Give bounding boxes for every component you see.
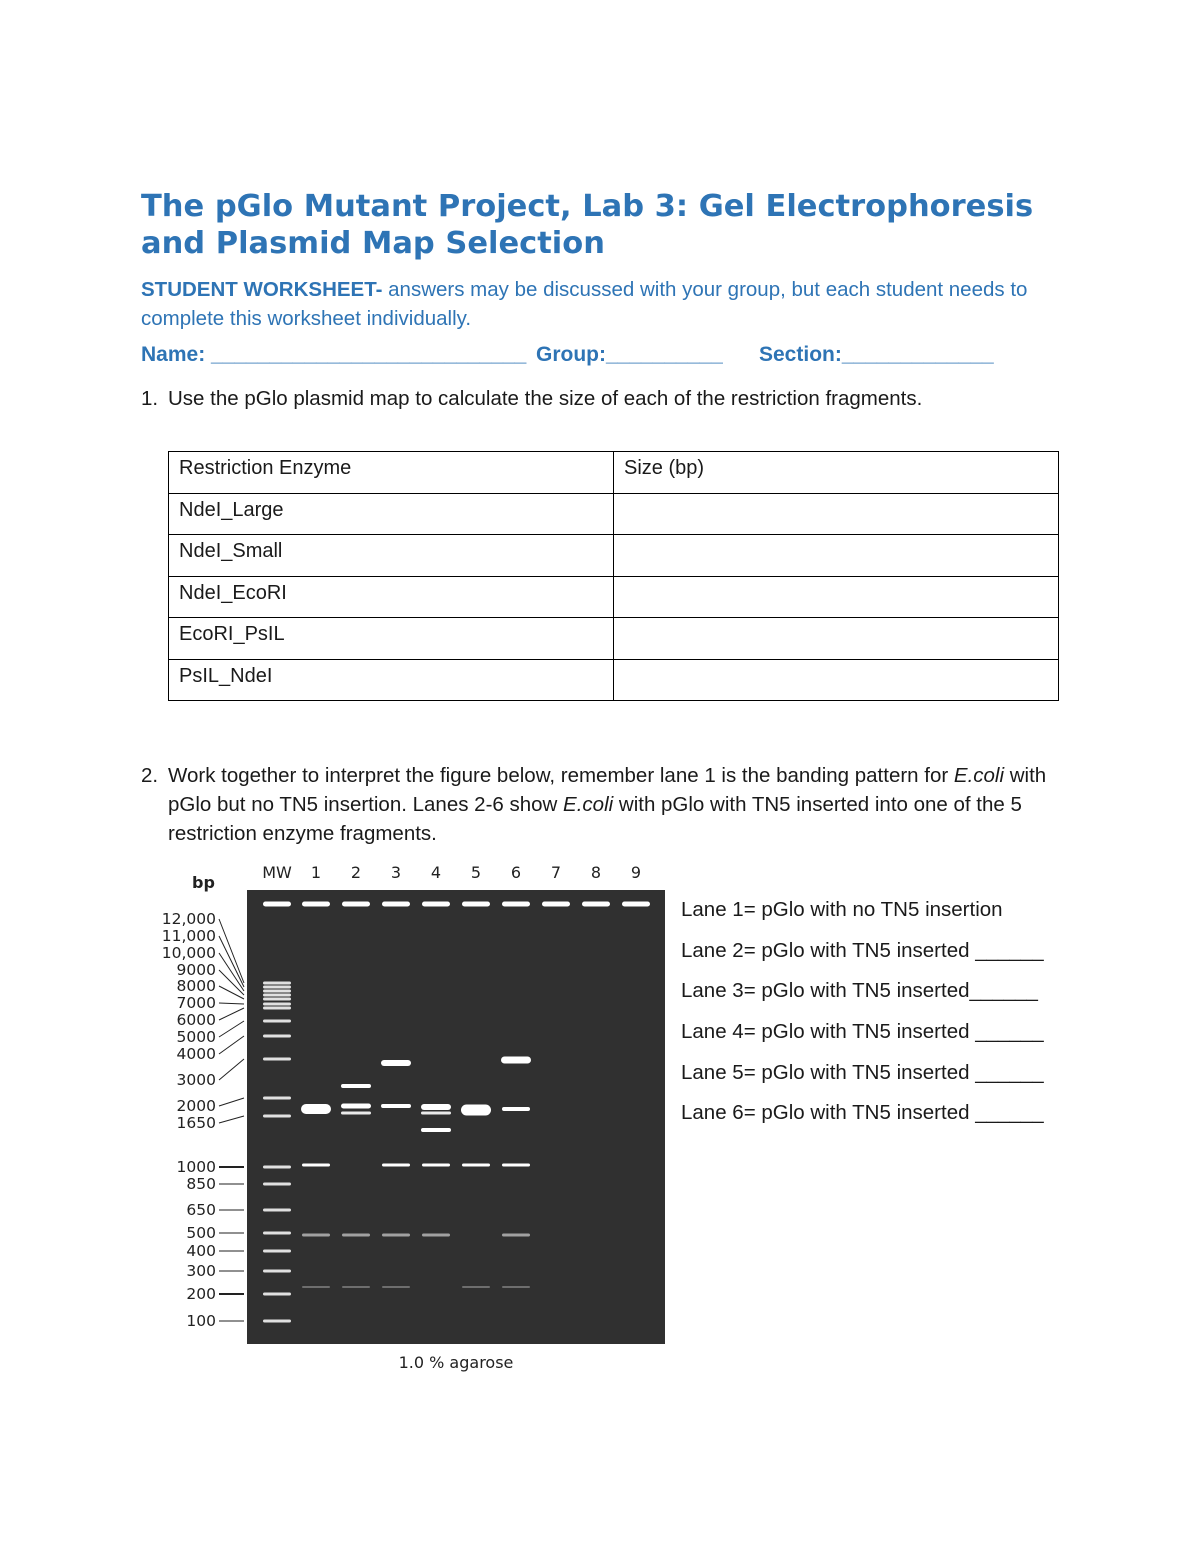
- ladder-leader-line: [219, 953, 244, 991]
- lane-label-8: 8: [590, 863, 602, 882]
- q2-ecoli: E.coli: [563, 793, 614, 816]
- ladder-leader-line: [219, 1021, 244, 1037]
- question-2: [141, 761, 1071, 848]
- ladder-band: [263, 1020, 291, 1023]
- enzyme-cell: NdeI_Small: [169, 535, 614, 577]
- table-row: [169, 659, 1059, 701]
- ladder-leader-line: [219, 1008, 244, 1020]
- ladder-band: [263, 1058, 291, 1061]
- lane-5-band: [462, 1164, 490, 1167]
- ladder-label: 11,000: [161, 927, 216, 945]
- enzyme-cell: PsIL_NdeI: [169, 659, 614, 701]
- question-2-number: 2.: [141, 764, 159, 787]
- well: [582, 902, 610, 907]
- lane-label-4: 4: [430, 863, 442, 882]
- name-field[interactable]: Name: ___________________________: [141, 343, 527, 366]
- well: [622, 902, 650, 907]
- lane-3-band: [382, 1286, 410, 1288]
- ladder-label: 500: [186, 1224, 216, 1242]
- well: [542, 902, 570, 907]
- ladder-band: [263, 1035, 291, 1038]
- gel-svg: [150, 858, 680, 1378]
- lane-label-9: 9: [630, 863, 642, 882]
- lane-5-band: [462, 1286, 490, 1288]
- subtitle-lead: STUDENT WORKSHEET-: [141, 278, 383, 301]
- ladder-band: [263, 982, 291, 985]
- lane-3-band: [382, 1234, 410, 1237]
- table-row: [169, 535, 1059, 577]
- lane-1-band: [301, 1104, 331, 1114]
- ladder-label: 12,000: [161, 910, 216, 928]
- ladder-band: [263, 1003, 291, 1006]
- lane-labels: [262, 863, 641, 882]
- ladder-label: 5000: [176, 1028, 216, 1046]
- ladder-label: 1650: [176, 1114, 216, 1132]
- lane-6-band: [501, 1057, 531, 1064]
- ladder-label: 3000: [176, 1071, 216, 1089]
- worksheet-subtitle: [141, 276, 1071, 333]
- ladder-band: [263, 994, 291, 997]
- table-header-enzyme: Restriction Enzyme: [169, 452, 614, 494]
- ladder-label: 4000: [176, 1045, 216, 1063]
- size-answer-cell[interactable]: [614, 659, 1059, 701]
- lane-3-band: [381, 1104, 411, 1108]
- gel-caption: 1.0 % agarose: [398, 1353, 514, 1372]
- ladder-label: 8000: [176, 977, 216, 995]
- ladder-band: [263, 1097, 291, 1100]
- ladder-band: [263, 1250, 291, 1253]
- well: [342, 902, 370, 907]
- ladder-band: [263, 998, 291, 1001]
- lane-label-3: 3: [390, 863, 402, 882]
- ladder-label: 200: [186, 1285, 216, 1303]
- worksheet-title: The pGlo Mutant Project, Lab 3: Gel Electrophoresis and Plasmid Map Selection: [141, 189, 1034, 261]
- question-1-number: 1.: [141, 387, 159, 410]
- ladder-leader-line: [219, 936, 244, 987]
- well: [462, 902, 490, 907]
- size-answer-cell[interactable]: [614, 535, 1059, 577]
- ladder-label: 10,000: [161, 944, 216, 962]
- table-header-row: [169, 452, 1059, 494]
- lane-2-band: [341, 1112, 371, 1115]
- lane-2-band: [341, 1084, 371, 1088]
- subtitle-rest: answers may be discussed with your group, but each student needs to complete this worksheet individually.: [141, 278, 1028, 330]
- lane-1-band: [302, 1234, 330, 1237]
- ladder-band: [263, 1115, 291, 1118]
- question-2-text: [168, 761, 1071, 848]
- bp-axis-label: bp: [192, 873, 215, 892]
- question-1-text: Use the pGlo plasmid map to calculate the size of each of the restriction fragments.: [168, 387, 923, 410]
- lane-note-5: Lane 5= pGlo with TN5 inserted ______: [681, 1061, 1044, 1084]
- ladder-band: [263, 990, 291, 993]
- ladder-label: 300: [186, 1262, 216, 1280]
- ladder-leaders: [219, 919, 244, 1321]
- section-field[interactable]: Section:_____________: [759, 343, 994, 366]
- ladder-label: 400: [186, 1242, 216, 1260]
- student-info-row: [141, 343, 1041, 373]
- lane-note-3: Lane 3= pGlo with TN5 inserted______: [681, 979, 1038, 1002]
- lane-4-band: [422, 1164, 450, 1167]
- ladder-label: 100: [186, 1312, 216, 1330]
- ladder-band: [263, 1270, 291, 1273]
- ladder-leader-line: [219, 1098, 244, 1106]
- size-answer-cell[interactable]: [614, 493, 1059, 535]
- ladder-leader-line: [219, 1003, 244, 1004]
- table-row: [169, 576, 1059, 618]
- ladder-label: 650: [186, 1201, 216, 1219]
- lane-3-band: [382, 1164, 410, 1167]
- ladder-label: 1000: [176, 1158, 216, 1176]
- ladder-label: 850: [186, 1175, 216, 1193]
- lane-1-band: [302, 1286, 330, 1288]
- lane-6-band: [502, 1164, 530, 1167]
- lane-1-band: [302, 1164, 330, 1167]
- well: [382, 902, 410, 907]
- ladder-labels: [162, 910, 216, 1330]
- lane-label-mw: MW: [262, 863, 292, 882]
- ladder-band: [263, 1232, 291, 1235]
- ladder-band: [263, 1166, 291, 1169]
- lane-4-band: [421, 1128, 451, 1132]
- table-row: [169, 618, 1059, 660]
- q2-text-part: Work together to interpret the figure below, remember lane 1 is the banding pattern for: [168, 764, 954, 787]
- lane-label-6: 6: [510, 863, 522, 882]
- lane-label-2: 2: [350, 863, 362, 882]
- question-1: [141, 384, 1061, 413]
- table-row: [169, 493, 1059, 535]
- lane-2-band: [342, 1234, 370, 1237]
- fragment-size-table: [168, 451, 1059, 701]
- q2-text-part: with pGlo with TN5 inserted into one of the 5 restriction enzyme fragments.: [168, 793, 1022, 845]
- enzyme-cell: EcoRI_PsIL: [169, 618, 614, 660]
- lane-6-band: [502, 1286, 530, 1288]
- ladder-band: [263, 986, 291, 989]
- ladder-leader-line: [219, 1059, 244, 1080]
- lane-6-band: [502, 1234, 530, 1237]
- well: [422, 902, 450, 907]
- ladder-label: 7000: [176, 994, 216, 1012]
- lane-4-band: [421, 1104, 451, 1110]
- lane-4-band: [421, 1112, 451, 1115]
- ladder-band: [263, 1183, 291, 1186]
- lane-5-band: [461, 1105, 491, 1116]
- lane-label-1: 1: [310, 863, 322, 882]
- lane-6-band: [502, 1107, 530, 1111]
- lane-note-4: Lane 4= pGlo with TN5 inserted ______: [681, 1020, 1044, 1043]
- ladder-band: [263, 1293, 291, 1296]
- ladder-label: 2000: [176, 1097, 216, 1115]
- ladder-band: [263, 1320, 291, 1323]
- table-header-size: Size (bp): [614, 452, 1059, 494]
- size-answer-cell[interactable]: [614, 576, 1059, 618]
- well: [302, 902, 330, 907]
- lane-note-6: Lane 6= pGlo with TN5 inserted ______: [681, 1101, 1044, 1124]
- lane-note-1: Lane 1= pGlo with no TN5 insertion: [681, 898, 1003, 921]
- lane-2-band: [342, 1286, 370, 1288]
- lane-label-5: 5: [470, 863, 482, 882]
- gel-figure: [150, 858, 680, 1378]
- lane-note-2: Lane 2= pGlo with TN5 inserted ______: [681, 939, 1044, 962]
- well: [263, 902, 291, 907]
- ladder-leader-line: [219, 1036, 244, 1054]
- enzyme-cell: NdeI_Large: [169, 493, 614, 535]
- group-field[interactable]: Group:__________: [536, 343, 723, 366]
- lane-label-7: 7: [550, 863, 562, 882]
- gel-background: [247, 890, 665, 1344]
- q2-text-part: with pGlo but no TN5 insertion. Lanes 2-6 show: [168, 764, 1047, 816]
- well: [502, 902, 530, 907]
- ladder-leader-line: [219, 986, 244, 999]
- ladder-band: [263, 1007, 291, 1010]
- ladder-label: 9000: [176, 961, 216, 979]
- ladder-band: [263, 1209, 291, 1212]
- lane-4-band: [422, 1234, 450, 1237]
- ladder-label: 6000: [176, 1011, 216, 1029]
- lane-3-band: [381, 1060, 411, 1066]
- size-answer-cell[interactable]: [614, 618, 1059, 660]
- enzyme-cell: NdeI_EcoRI: [169, 576, 614, 618]
- lane-2-band: [341, 1104, 371, 1109]
- ladder-leader-line: [219, 1116, 244, 1123]
- q2-ecoli: E.coli: [953, 764, 1005, 787]
